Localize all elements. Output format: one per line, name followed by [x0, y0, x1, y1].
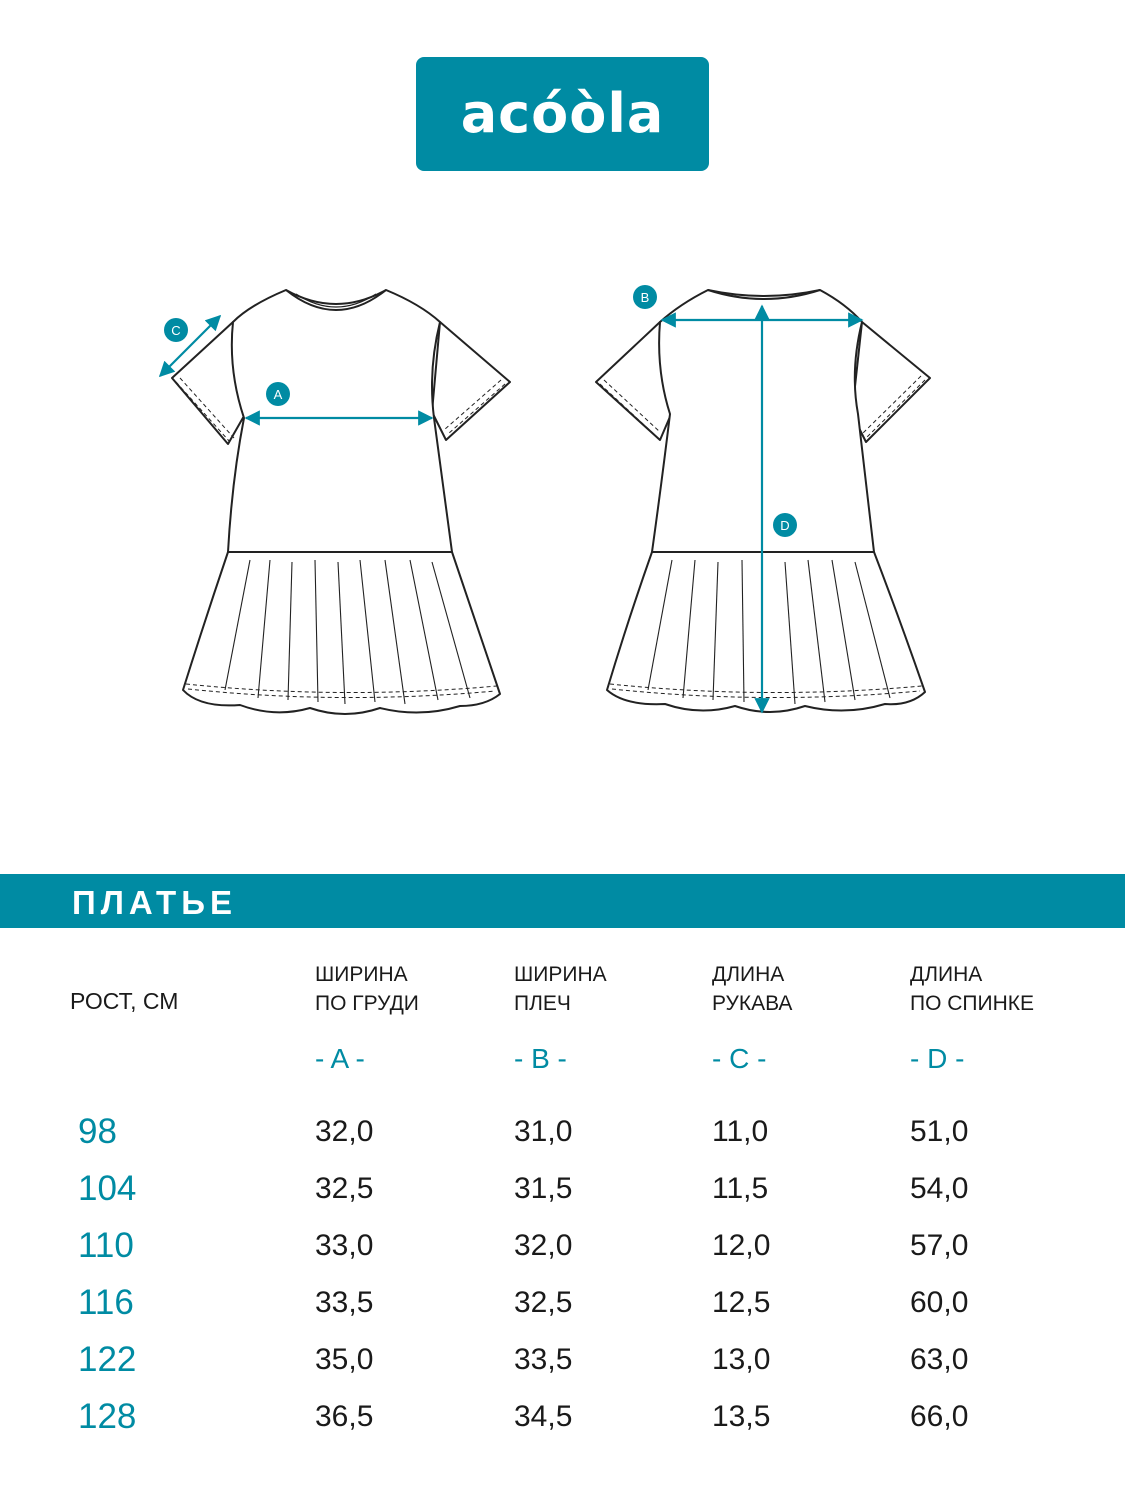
column-header-c-line2: РУКАВА	[712, 992, 793, 1015]
value-cell-a: 35,0	[315, 1343, 374, 1376]
column-header-c	[712, 960, 792, 1018]
column-header-a	[315, 960, 419, 1018]
column-header-b-line2: ПЛЕЧ	[514, 992, 571, 1015]
column-header-a-line1: ШИРИНА	[315, 963, 408, 986]
marker-d	[773, 513, 797, 537]
value-cell-a: 32,0	[315, 1115, 374, 1148]
value-cell-c: 12,5	[712, 1286, 771, 1319]
value-cell-c: 11,5	[712, 1172, 769, 1205]
value-cell-d: 63,0	[910, 1343, 969, 1376]
value-cell-a: 33,0	[315, 1229, 374, 1262]
value-cell-d: 66,0	[910, 1400, 969, 1433]
dress-sketch	[0, 240, 1125, 740]
marker-a-label: A	[273, 387, 283, 402]
value-cell-a: 33,5	[315, 1286, 374, 1319]
value-cell-b: 31,0	[514, 1115, 573, 1148]
column-header-d	[910, 960, 1034, 1018]
value-cell-b: 33,5	[514, 1343, 573, 1376]
height-cell: 116	[78, 1283, 134, 1322]
dress-front-view	[172, 290, 510, 714]
value-cell-a: 32,5	[315, 1172, 374, 1205]
value-cell-a: 36,5	[315, 1400, 374, 1433]
column-code-d: - D -	[910, 1043, 965, 1074]
value-cell-b: 32,5	[514, 1286, 573, 1319]
height-cell: 104	[78, 1169, 137, 1208]
value-cell-d: 54,0	[910, 1172, 969, 1205]
marker-b-label: B	[640, 290, 650, 305]
height-cell: 110	[78, 1226, 134, 1265]
column-header-d-line2: ПО СПИНКЕ	[910, 992, 1035, 1015]
value-cell-d: 51,0	[910, 1115, 969, 1148]
column-code-c: - C -	[712, 1043, 767, 1074]
height-column-header: РОСТ, СМ	[70, 988, 179, 1014]
marker-d-label: D	[780, 518, 790, 533]
value-cell-c: 11,0	[712, 1115, 769, 1148]
value-cell-b: 34,5	[514, 1400, 573, 1433]
value-cell-d: 60,0	[910, 1286, 969, 1319]
column-header-b	[514, 960, 607, 1018]
marker-b	[633, 285, 657, 309]
value-cell-c: 13,5	[712, 1400, 771, 1433]
section-header-bar	[0, 874, 1125, 928]
value-cell-c: 12,0	[712, 1229, 771, 1262]
brand-logo	[416, 57, 709, 171]
height-cell: 128	[78, 1397, 137, 1436]
column-header-d-line1: ДЛИНА	[910, 963, 983, 986]
value-cell-c: 13,0	[712, 1343, 771, 1376]
column-code-a: - A -	[315, 1043, 365, 1074]
marker-a	[266, 382, 290, 406]
column-header-c-line1: ДЛИНА	[712, 963, 785, 986]
height-cell: 122	[78, 1340, 137, 1379]
section-title: ПЛАТЬЕ	[72, 884, 237, 921]
brand-logo-text: acóòla	[460, 82, 665, 145]
value-cell-d: 57,0	[910, 1229, 969, 1262]
value-cell-b: 32,0	[514, 1229, 573, 1262]
column-header-b-line1: ШИРИНА	[514, 963, 607, 986]
column-code-b: - B -	[514, 1043, 567, 1074]
marker-c-label: C	[171, 323, 181, 338]
column-header-a-line2: ПО ГРУДИ	[315, 992, 419, 1015]
value-cell-b: 31,5	[514, 1172, 573, 1205]
marker-c	[164, 318, 188, 342]
height-cell: 98	[78, 1112, 117, 1151]
